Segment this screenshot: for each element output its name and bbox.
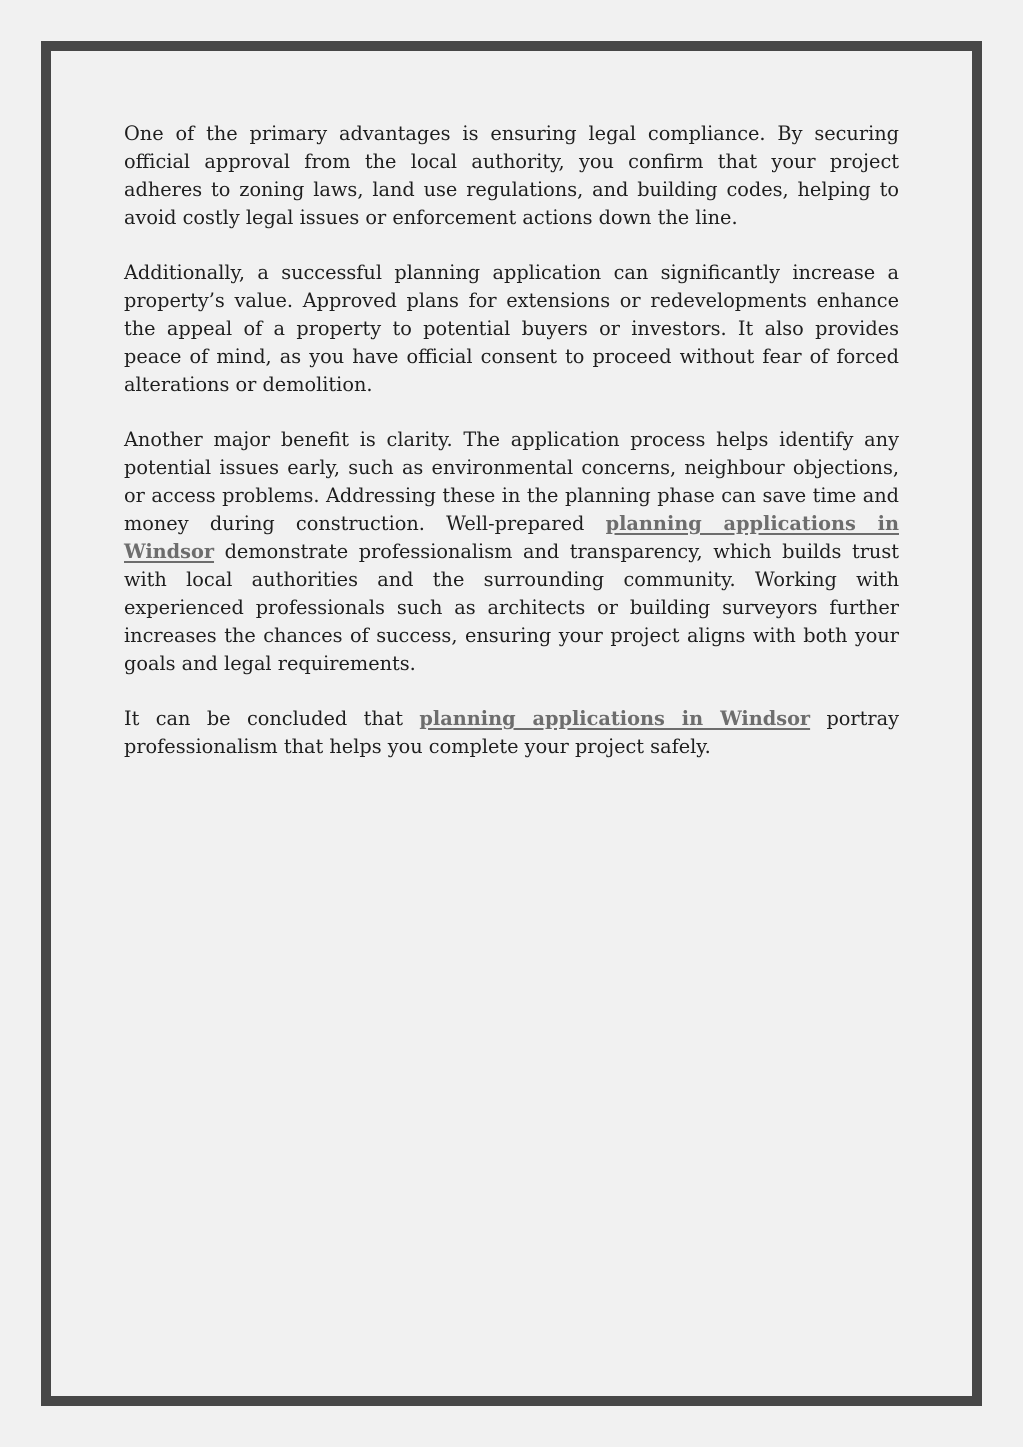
paragraph-text: Another major benefit is clarity. The application process helps identify any potential issues early, such as environmental concerns, neighbour objections, or access problems. Addressing these in the planning phase can save time and money during construction. Well-prepared [124, 428, 899, 535]
planning-applications-link[interactable]: planning applications in Windsor [419, 707, 811, 730]
paragraph-text: It can be concluded that [124, 707, 420, 730]
paragraph-property-value [124, 259, 899, 399]
paragraph-clarity [124, 426, 899, 678]
paragraph-conclusion [124, 705, 899, 761]
paragraph-text: portray professionalism that helps you complete your project safely. [124, 707, 899, 758]
paragraph-text: Additionally, a successful planning application can significantly increase a property’s value. Approved plans for extensions or redevelopments enhance the appeal of a property to potential buyers or investors. It also provides peace of mind, as you have official consent to proceed without fear of forced alterations or demolition. [124, 261, 899, 396]
planning-applications-link[interactable]: planning applications in Windsor [124, 512, 899, 563]
paragraph-text: demonstrate professionalism and transparency, which builds trust with local authorities and the surrounding community. Working with experienced professionals such as architects or building surveyors further increases the chances of success, ensuring your project aligns with both your goals and legal requirements. [124, 540, 899, 675]
paragraph-text: One of the primary advantages is ensuring legal compliance. By securing official approval from the local authority, you confirm that your project adheres to zoning laws, land use regulations, and building codes, helping to avoid costly legal issues or enforcement actions down the line. [124, 122, 899, 229]
paragraph-legal-compliance [124, 120, 899, 232]
document-body [124, 120, 899, 788]
